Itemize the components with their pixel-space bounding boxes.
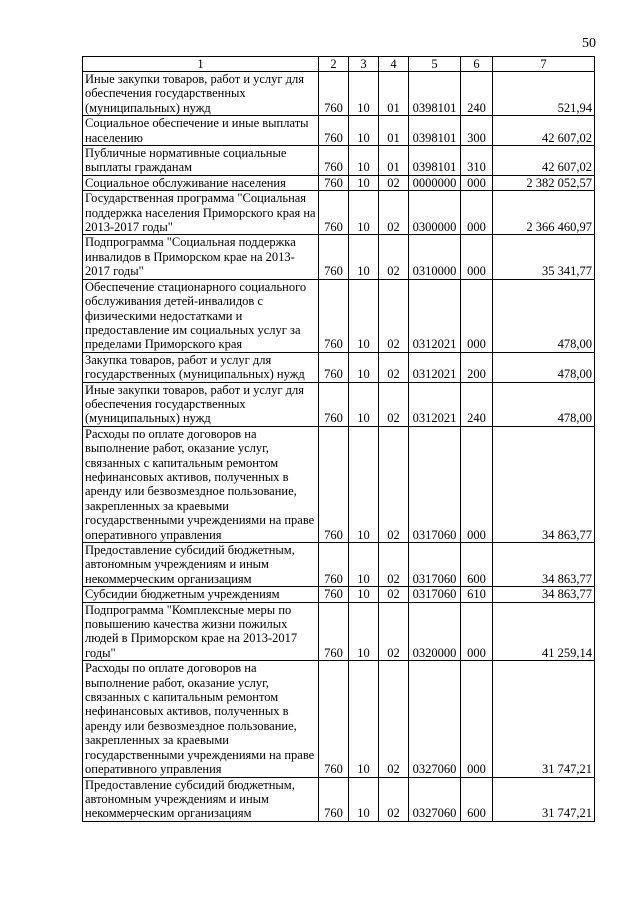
table-row [83,146,595,176]
code-admin-cell: 760 [319,279,349,352]
code-subsection-cell: 02 [379,426,409,542]
row-name-cell: Обеспечение стационарного социального обслуживания детей-инвалидов с физическими недостатками и предоставление им социальных услуг за пределами Приморского края [83,279,319,352]
code-section-cell: 10 [349,191,379,235]
code-expense-type-cell: 000 [461,191,493,235]
code-admin-cell: 760 [319,146,349,176]
code-target-cell: 0398101 [409,72,461,116]
code-subsection-cell: 01 [379,116,409,146]
budget-table [82,56,595,822]
column-header: 4 [379,57,409,72]
code-target-cell: 0317060 [409,543,461,587]
code-target-cell: 0327060 [409,777,461,821]
code-expense-type-cell: 200 [461,352,493,382]
code-target-cell: 0327060 [409,661,461,777]
table-row [83,235,595,279]
row-name-cell: Субсидии бюджетным учреждениям [83,587,319,602]
code-section-cell: 10 [349,587,379,602]
code-admin-cell: 760 [319,352,349,382]
amount-cell: 2 382 052,57 [493,175,595,190]
table-row [83,661,595,777]
code-section-cell: 10 [349,382,379,426]
code-subsection-cell: 01 [379,146,409,176]
code-expense-type-cell: 000 [461,279,493,352]
code-subsection-cell: 01 [379,72,409,116]
code-target-cell: 0312021 [409,279,461,352]
code-expense-type-cell: 300 [461,116,493,146]
code-section-cell: 10 [349,235,379,279]
table-row [83,777,595,821]
row-name-cell: Социальное обеспечение и иные выплаты населению [83,116,319,146]
amount-cell: 478,00 [493,279,595,352]
code-admin-cell: 760 [319,191,349,235]
code-expense-type-cell: 000 [461,235,493,279]
row-name-cell: Государственная программа "Социальная поддержка населения Приморского края на 2013-2017 годы" [83,191,319,235]
code-admin-cell: 760 [319,116,349,146]
row-name-cell: Иные закупки товаров, работ и услуг для обеспечения государственных (муниципальных) нужд [83,382,319,426]
table-row [83,72,595,116]
amount-cell: 42 607,02 [493,146,595,176]
row-name-cell: Расходы по оплате договоров на выполнение работ, оказание услуг, связанных с капитальным ремонтом нефинансовых активов, полученных в аренду или безвозмездное пользование, закрепленных за краевыми государственными учреждениями на праве оперативного управления [83,661,319,777]
amount-cell: 2 366 460,97 [493,191,595,235]
table-row [83,426,595,542]
code-admin-cell: 760 [319,543,349,587]
code-section-cell: 10 [349,279,379,352]
page-number: 50 [582,36,596,51]
column-header: 3 [349,57,379,72]
code-target-cell: 0398101 [409,146,461,176]
code-subsection-cell: 02 [379,235,409,279]
code-expense-type-cell: 000 [461,661,493,777]
table-row [83,116,595,146]
code-expense-type-cell: 000 [461,175,493,190]
amount-cell: 478,00 [493,382,595,426]
code-admin-cell: 760 [319,382,349,426]
amount-cell: 41 259,14 [493,602,595,661]
code-admin-cell: 760 [319,661,349,777]
table-row [83,175,595,190]
code-subsection-cell: 02 [379,382,409,426]
table-row [83,382,595,426]
code-target-cell: 0000000 [409,175,461,190]
table-row [83,191,595,235]
amount-cell: 34 863,77 [493,543,595,587]
amount-cell: 31 747,21 [493,777,595,821]
code-target-cell: 0398101 [409,116,461,146]
code-target-cell: 0317060 [409,426,461,542]
code-subsection-cell: 02 [379,602,409,661]
code-expense-type-cell: 240 [461,382,493,426]
code-section-cell: 10 [349,426,379,542]
row-name-cell: Подпрограмма "Комплексные меры по повышению качества жизни пожилых людей в Приморском крае на 2013-2017 годы" [83,602,319,661]
code-subsection-cell: 02 [379,587,409,602]
code-section-cell: 10 [349,146,379,176]
code-subsection-cell: 02 [379,543,409,587]
row-name-cell: Предоставление субсидий бюджетным, автономным учреждениям и иным некоммерческим организациям [83,777,319,821]
code-admin-cell: 760 [319,587,349,602]
code-section-cell: 10 [349,352,379,382]
table-row [83,587,595,602]
row-name-cell: Предоставление субсидий бюджетным, автономным учреждениям и иным некоммерческим организациям [83,543,319,587]
code-section-cell: 10 [349,175,379,190]
code-section-cell: 10 [349,72,379,116]
row-name-cell: Расходы по оплате договоров на выполнение работ, оказание услуг, связанных с капитальным ремонтом нефинансовых активов, полученных в аренду или безвозмездное пользование, закрепленных за краевыми государственными учреждениями на праве оперативного управления [83,426,319,542]
code-admin-cell: 760 [319,235,349,279]
table-row [83,279,595,352]
column-header: 5 [409,57,461,72]
code-expense-type-cell: 600 [461,543,493,587]
row-name-cell: Закупка товаров, работ и услуг для государственных (муниципальных) нужд [83,352,319,382]
column-header: 6 [461,57,493,72]
code-section-cell: 10 [349,543,379,587]
code-target-cell: 0312021 [409,352,461,382]
code-target-cell: 0300000 [409,191,461,235]
code-admin-cell: 760 [319,777,349,821]
row-name-cell: Публичные нормативные социальные выплаты гражданам [83,146,319,176]
code-section-cell: 10 [349,602,379,661]
amount-cell: 31 747,21 [493,661,595,777]
code-target-cell: 0312021 [409,382,461,426]
code-subsection-cell: 02 [379,191,409,235]
amount-cell: 42 607,02 [493,116,595,146]
code-section-cell: 10 [349,116,379,146]
table-row [83,352,595,382]
code-section-cell: 10 [349,777,379,821]
code-target-cell: 0320000 [409,602,461,661]
amount-cell: 478,00 [493,352,595,382]
code-target-cell: 0317060 [409,587,461,602]
column-header: 7 [493,57,595,72]
code-admin-cell: 760 [319,426,349,542]
amount-cell: 35 341,77 [493,235,595,279]
code-expense-type-cell: 610 [461,587,493,602]
code-subsection-cell: 02 [379,175,409,190]
code-target-cell: 0310000 [409,235,461,279]
code-expense-type-cell: 000 [461,426,493,542]
column-header: 1 [83,57,319,72]
code-subsection-cell: 02 [379,661,409,777]
amount-cell: 34 863,77 [493,426,595,542]
row-name-cell: Социальное обслуживание населения [83,175,319,190]
code-subsection-cell: 02 [379,279,409,352]
code-admin-cell: 760 [319,72,349,116]
code-expense-type-cell: 240 [461,72,493,116]
table-row [83,543,595,587]
amount-cell: 521,94 [493,72,595,116]
code-subsection-cell: 02 [379,352,409,382]
table-body [83,57,595,822]
code-admin-cell: 760 [319,175,349,190]
code-subsection-cell: 02 [379,777,409,821]
code-expense-type-cell: 600 [461,777,493,821]
row-name-cell: Иные закупки товаров, работ и услуг для обеспечения государственных (муниципальных) нужд [83,72,319,116]
table-header-row [83,57,595,72]
code-expense-type-cell: 310 [461,146,493,176]
column-header: 2 [319,57,349,72]
amount-cell: 34 863,77 [493,587,595,602]
row-name-cell: Подпрограмма "Социальная поддержка инвалидов в Приморском крае на 2013-2017 годы" [83,235,319,279]
code-admin-cell: 760 [319,602,349,661]
code-section-cell: 10 [349,661,379,777]
table-row [83,602,595,661]
code-expense-type-cell: 000 [461,602,493,661]
